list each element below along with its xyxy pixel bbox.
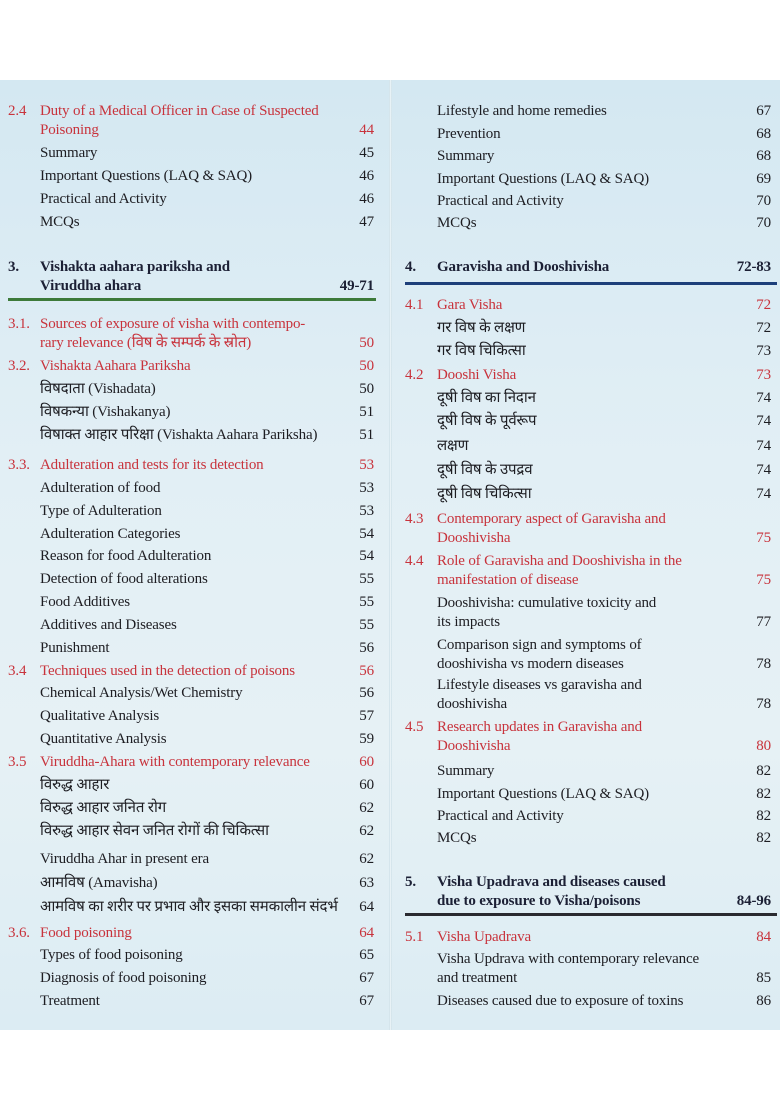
toc-entry xyxy=(8,946,374,965)
toc-page-number: 78 xyxy=(756,696,771,712)
toc-entry-title: Prevention xyxy=(437,126,501,142)
toc-entry-title: Lifestyle diseases vs garavisha and dooshivisha xyxy=(437,677,642,712)
toc-page-number: 82 xyxy=(756,830,771,846)
toc-section-entry xyxy=(405,928,771,947)
toc-chapter-heading xyxy=(8,258,374,296)
toc-page-number: 72 xyxy=(756,297,771,313)
toc-entry-title: दूषी विष चिकित्सा xyxy=(437,486,532,502)
toc-entry xyxy=(405,785,771,804)
toc-entry-title: Research updates in Garavisha and Dooshivisha xyxy=(437,719,642,754)
chapter-3-rule xyxy=(8,298,376,301)
toc-chapter-heading xyxy=(405,873,771,911)
toc-entry xyxy=(8,144,374,163)
toc-entry-title: Summary xyxy=(40,145,98,161)
toc-entry xyxy=(8,213,374,232)
toc-page-number: 86 xyxy=(756,993,771,1009)
toc-entry-title: विरुद्ध आहार सेवन जनित रोगों की चिकित्सा xyxy=(40,823,269,839)
toc-section-number: 4.5 xyxy=(405,719,424,735)
toc-section-number: 3.4 xyxy=(8,663,27,679)
toc-page-number: 56 xyxy=(359,640,374,656)
toc-entry xyxy=(405,102,771,121)
toc-page-number: 64 xyxy=(359,925,374,941)
toc-entry xyxy=(8,874,374,893)
toc-entry xyxy=(405,412,771,431)
toc-section-number: 3.6. xyxy=(8,925,30,941)
toc-page-number: 74 xyxy=(756,462,771,478)
toc-entry-title: Lifestyle and home remedies xyxy=(437,103,607,119)
toc-entry xyxy=(8,639,374,658)
toc-section-number: 3.2. xyxy=(8,358,30,374)
toc-entry xyxy=(8,403,374,422)
toc-entry xyxy=(8,730,374,749)
toc-chapter-heading xyxy=(405,258,771,277)
toc-entry-title: Chemical Analysis/Wet Chemistry xyxy=(40,685,243,701)
book-gutter xyxy=(389,80,392,1030)
toc-page-number: 51 xyxy=(359,404,374,420)
toc-entry-title: Garavisha and Dooshivisha xyxy=(437,259,610,275)
toc-entry xyxy=(405,762,771,781)
toc-section-number: 4.4 xyxy=(405,553,424,569)
toc-section-number: 4.2 xyxy=(405,367,424,383)
toc-page-number: 63 xyxy=(359,875,374,891)
toc-page-number: 78 xyxy=(756,656,771,672)
toc-entry-title: Duty of a Medical Officer in Case of Suspected Poisoning xyxy=(40,103,319,138)
toc-entry xyxy=(405,676,771,714)
toc-entry-title: Diseases caused due to exposure of toxins xyxy=(437,993,684,1009)
toc-entry-title: Viruddha Ahar in present era xyxy=(40,851,210,867)
toc-page-number: 67 xyxy=(359,970,374,986)
toc-entry xyxy=(8,992,374,1011)
toc-page-number: 46 xyxy=(359,168,374,184)
toc-entry-title: Summary xyxy=(437,148,495,164)
toc-section-number: 2.4 xyxy=(8,103,27,119)
toc-entry xyxy=(8,707,374,726)
toc-entry-title: Practical and Activity xyxy=(437,808,564,824)
toc-entry-title: Visha Upadrava and diseases caused due to exposure to Visha/poisons xyxy=(437,874,666,909)
toc-section-number: 3.5 xyxy=(8,754,27,770)
toc-page-number: 50 xyxy=(359,358,374,374)
toc-entry-title: Gara Visha xyxy=(437,297,503,313)
toc-entry xyxy=(8,570,374,589)
toc-page-number: 73 xyxy=(756,343,771,359)
toc-entry-title: Visha Updrava with contemporary relevance and treatment xyxy=(437,951,700,986)
toc-page-number: 84-96 xyxy=(736,893,771,909)
toc-entry-title: गर विष के लक्षण xyxy=(437,320,526,336)
toc-entry xyxy=(8,190,374,209)
toc-entry-title: Practical and Activity xyxy=(437,193,564,209)
toc-entry xyxy=(405,214,771,233)
toc-page-number: 85 xyxy=(756,970,771,986)
toc-page-number: 54 xyxy=(359,548,374,564)
toc-page-number: 54 xyxy=(359,526,374,542)
toc-section-entry xyxy=(8,662,374,681)
toc-page-number: 53 xyxy=(359,503,374,519)
toc-page-number: 74 xyxy=(756,486,771,502)
toc-section-number: 4. xyxy=(405,259,416,275)
toc-page-number: 74 xyxy=(756,413,771,429)
toc-section-entry xyxy=(8,456,374,475)
toc-entry xyxy=(8,969,374,988)
toc-page-number: 84 xyxy=(756,929,771,945)
toc-entry-title: Practical and Activity xyxy=(40,191,167,207)
toc-entry-title: Adulteration and tests for its detection xyxy=(40,457,264,473)
toc-entry xyxy=(8,799,374,818)
chapter-4-rule xyxy=(405,282,777,285)
toc-page-number: 53 xyxy=(359,480,374,496)
toc-entry-title: Important Questions (LAQ & SAQ) xyxy=(437,171,649,187)
toc-page-number: 65 xyxy=(359,947,374,963)
toc-page-number: 75 xyxy=(756,572,771,588)
toc-entry-title: Additives and Diseases xyxy=(40,617,177,633)
toc-entry xyxy=(405,147,771,166)
toc-page-number: 68 xyxy=(756,126,771,142)
toc-entry-title: दूषी विष के उपद्रव xyxy=(437,462,533,478)
toc-page-number: 82 xyxy=(756,763,771,779)
toc-entry-title: विषदाता (Vishadata) xyxy=(40,381,156,397)
toc-page-number: 47 xyxy=(359,214,374,230)
toc-page-number: 73 xyxy=(756,367,771,383)
toc-section-entry xyxy=(405,366,771,385)
toc-page xyxy=(0,80,780,1030)
toc-entry-title: Detection of food alterations xyxy=(40,571,208,587)
toc-page-number: 53 xyxy=(359,457,374,473)
toc-entry-title: Summary xyxy=(437,763,495,779)
toc-entry xyxy=(8,547,374,566)
toc-page-number: 75 xyxy=(756,530,771,546)
toc-entry-title: Punishment xyxy=(40,640,110,656)
toc-page-number: 56 xyxy=(359,685,374,701)
toc-page-number: 70 xyxy=(756,215,771,231)
toc-entry xyxy=(405,950,771,988)
toc-entry xyxy=(8,593,374,612)
toc-entry xyxy=(405,461,771,480)
toc-section-number: 3.1. xyxy=(8,316,30,332)
toc-entry-title: Adulteration Categories xyxy=(40,526,181,542)
toc-entry xyxy=(405,636,771,674)
toc-section-entry xyxy=(405,552,771,590)
toc-section-entry xyxy=(405,718,771,756)
toc-entry-title: Reason for food Adulteration xyxy=(40,548,212,564)
toc-entry xyxy=(405,170,771,189)
toc-entry xyxy=(405,192,771,211)
toc-entry-title: Types of food poisoning xyxy=(40,947,183,963)
toc-entry xyxy=(405,342,771,361)
toc-entry-title: विषाक्त आहार परिक्षा (Vishakta Aahara Pariksha) xyxy=(40,427,318,443)
toc-page-number: 46 xyxy=(359,191,374,207)
toc-page-number: 80 xyxy=(756,738,771,754)
toc-entry xyxy=(405,319,771,338)
toc-entry-title: Techniques used in the detection of poisons xyxy=(40,663,295,679)
toc-section-entry xyxy=(405,510,771,548)
toc-entry-title: Treatment xyxy=(40,993,100,1009)
toc-section-number: 5. xyxy=(405,874,416,890)
toc-page-number: 62 xyxy=(359,823,374,839)
toc-entry-title: दूषी विष के पूर्वरूप xyxy=(437,413,537,429)
toc-entry-title: MCQs xyxy=(40,214,80,230)
toc-entry xyxy=(405,437,771,456)
toc-entry xyxy=(8,525,374,544)
toc-page-number: 64 xyxy=(359,899,374,915)
toc-entry-title: Viruddha-Ahara with contemporary relevance xyxy=(40,754,310,770)
toc-section-entry xyxy=(8,102,374,140)
toc-page-number: 74 xyxy=(756,438,771,454)
toc-entry xyxy=(8,380,374,399)
toc-page-number: 56 xyxy=(359,663,374,679)
toc-page-number: 70 xyxy=(756,193,771,209)
toc-entry xyxy=(405,389,771,408)
toc-page-number: 60 xyxy=(359,754,374,770)
toc-page-number: 68 xyxy=(756,148,771,164)
toc-page-number: 60 xyxy=(359,777,374,793)
toc-entry-title: Vishakta Aahara Pariksha xyxy=(40,358,191,374)
toc-section-entry xyxy=(8,753,374,772)
toc-entry xyxy=(8,616,374,635)
toc-section-number: 3.3. xyxy=(8,457,30,473)
toc-entry-title: विरुद्ध आहार xyxy=(40,777,110,793)
toc-entry-title: Adulteration of food xyxy=(40,480,161,496)
toc-entry-title: विषकन्या (Vishakanya) xyxy=(40,404,171,420)
toc-entry xyxy=(405,807,771,826)
toc-page-number: 72-83 xyxy=(736,259,771,275)
toc-section-entry xyxy=(8,357,374,376)
toc-page-number: 55 xyxy=(359,617,374,633)
toc-entry xyxy=(8,684,374,703)
toc-entry-title: गर विष चिकित्सा xyxy=(437,343,526,359)
toc-entry xyxy=(8,426,374,445)
toc-entry-title: Quantitative Analysis xyxy=(40,731,167,747)
toc-entry xyxy=(405,125,771,144)
toc-section-number: 4.1 xyxy=(405,297,424,313)
toc-section-number: 5.1 xyxy=(405,929,424,945)
toc-entry xyxy=(8,850,374,869)
toc-entry-title: आमविष (Amavisha) xyxy=(40,875,158,891)
toc-page-number: 77 xyxy=(756,614,771,630)
toc-entry-title: MCQs xyxy=(437,215,477,231)
toc-page-number: 62 xyxy=(359,800,374,816)
toc-page-number: 55 xyxy=(359,571,374,587)
toc-entry-title: Comparison sign and symptoms of dooshivisha vs modern diseases xyxy=(437,637,642,672)
toc-entry xyxy=(8,822,374,841)
toc-page-number: 45 xyxy=(359,145,374,161)
toc-entry-title: Type of Adulteration xyxy=(40,503,162,519)
toc-entry-title: Important Questions (LAQ & SAQ) xyxy=(40,168,252,184)
toc-entry xyxy=(405,829,771,848)
toc-section-number: 3. xyxy=(8,259,19,275)
toc-entry-title: Visha Upadrava xyxy=(437,929,532,945)
toc-page-number: 62 xyxy=(359,851,374,867)
toc-page-number: 72 xyxy=(756,320,771,336)
toc-section-number: 4.3 xyxy=(405,511,424,527)
toc-entry-title: Food Additives xyxy=(40,594,130,610)
toc-page-number: 69 xyxy=(756,171,771,187)
toc-entry-title: Food poisoning xyxy=(40,925,132,941)
toc-entry-title: Contemporary aspect of Garavisha and Dooshivisha xyxy=(437,511,666,546)
toc-page-number: 67 xyxy=(359,993,374,1009)
toc-entry-title: Dooshi Visha xyxy=(437,367,517,383)
toc-entry xyxy=(8,502,374,521)
toc-entry xyxy=(8,479,374,498)
toc-page-number: 49-71 xyxy=(339,278,374,294)
toc-page-number: 59 xyxy=(359,731,374,747)
toc-entry-title: MCQs xyxy=(437,830,477,846)
toc-page-number: 57 xyxy=(359,708,374,724)
toc-section-entry xyxy=(8,924,374,943)
toc-section-entry xyxy=(405,296,771,315)
toc-page-number: 67 xyxy=(756,103,771,119)
toc-section-entry xyxy=(8,315,374,353)
toc-entry-title: आमविष का शरीर पर प्रभाव और इसका समकालीन संदर्भ xyxy=(40,899,338,915)
toc-page-number: 50 xyxy=(359,335,374,351)
toc-entry-title: लक्षण xyxy=(437,438,469,454)
toc-entry-title: Role of Garavisha and Dooshivisha in the manifestation of disease xyxy=(437,553,682,588)
toc-entry-title: Vishakta aahara pariksha and Viruddha ahara xyxy=(40,259,230,294)
toc-entry xyxy=(8,776,374,795)
toc-entry xyxy=(405,594,771,632)
toc-entry-title: Qualitative Analysis xyxy=(40,708,160,724)
chapter-5-rule xyxy=(405,913,777,916)
toc-entry xyxy=(405,485,771,504)
toc-entry xyxy=(8,898,374,917)
toc-entry-title: दूषी विष का निदान xyxy=(437,390,536,406)
toc-page-number: 74 xyxy=(756,390,771,406)
toc-page-number: 50 xyxy=(359,381,374,397)
toc-entry-title: Diagnosis of food poisoning xyxy=(40,970,207,986)
toc-page-number: 51 xyxy=(359,427,374,443)
toc-page-number: 82 xyxy=(756,786,771,802)
toc-entry xyxy=(405,992,771,1011)
toc-entry-title: Important Questions (LAQ & SAQ) xyxy=(437,786,649,802)
toc-entry-title: Sources of exposure of visha with contempo- rary relevance (विष के सम्पर्क के स्रोत) xyxy=(40,316,306,351)
toc-entry-title: Dooshivisha: cumulative toxicity and its impacts xyxy=(437,595,657,630)
toc-entry-title: विरुद्ध आहार जनित रोग xyxy=(40,800,167,816)
toc-entry xyxy=(8,167,374,186)
toc-page-number: 82 xyxy=(756,808,771,824)
toc-page-number: 44 xyxy=(359,122,374,138)
toc-page-number: 55 xyxy=(359,594,374,610)
